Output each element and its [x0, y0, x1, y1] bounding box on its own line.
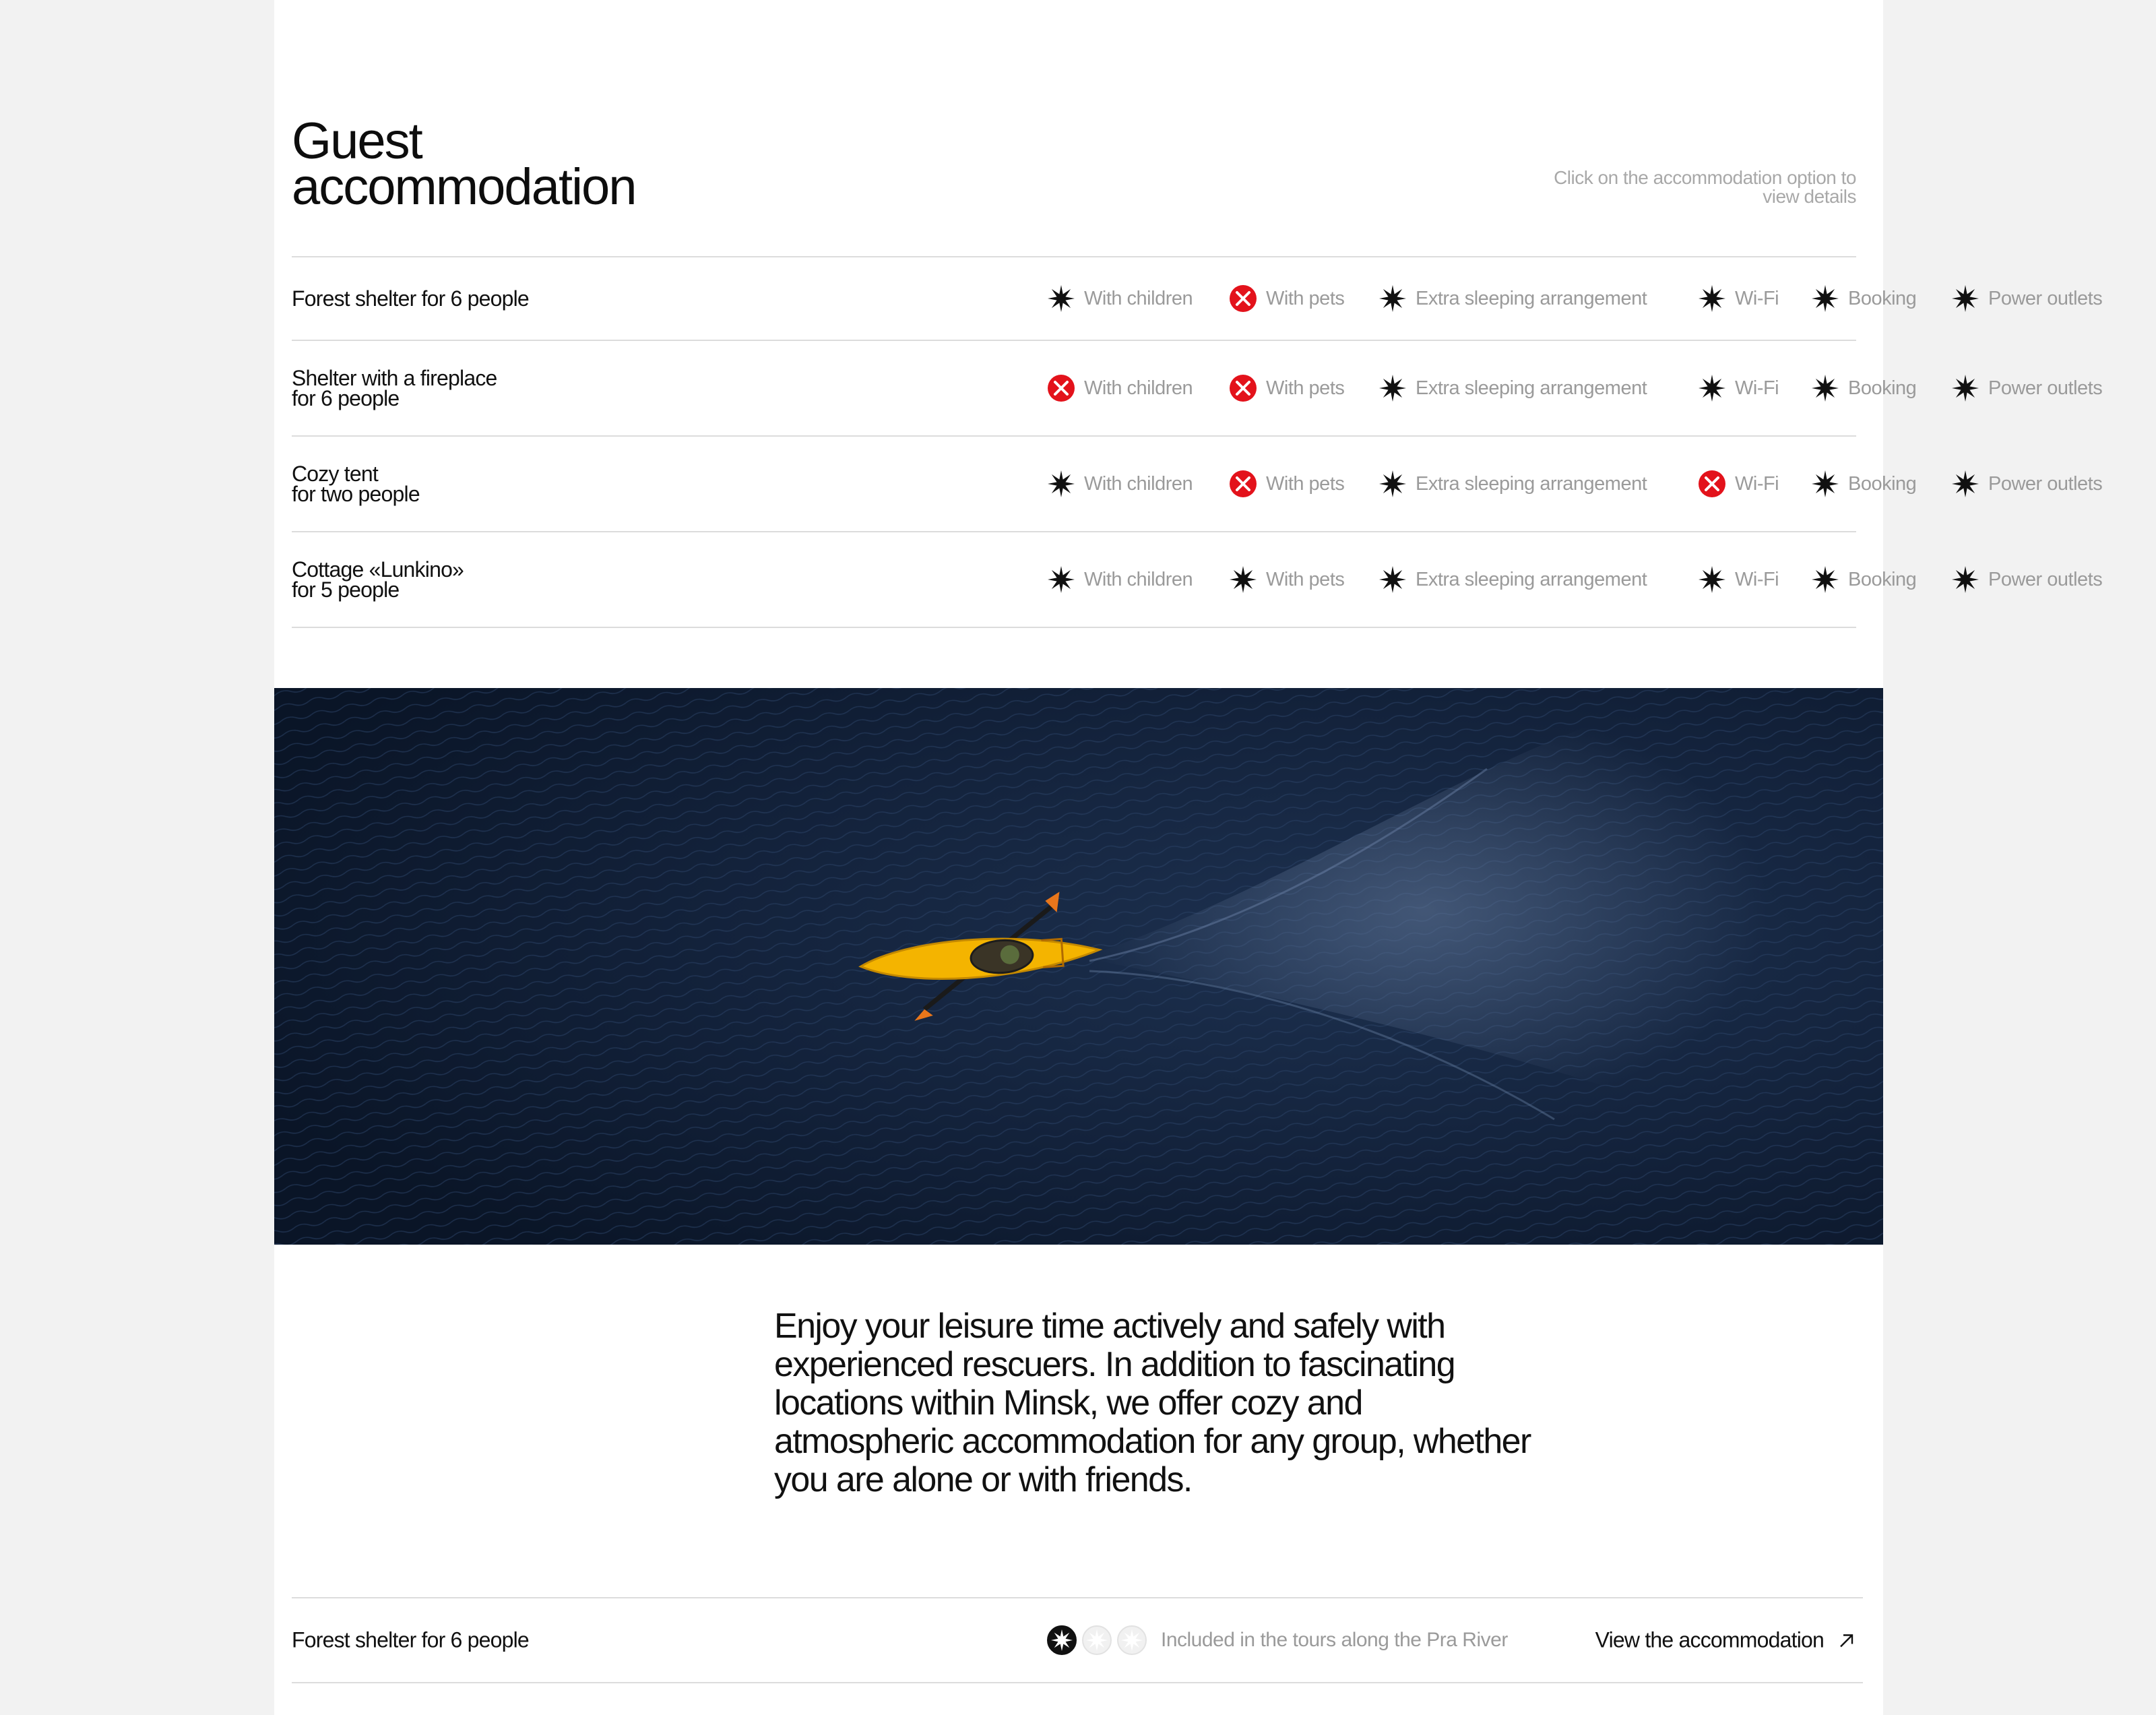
starburst-icon [1046, 469, 1076, 499]
accommodation-name [292, 559, 464, 600]
accommodation-name [292, 288, 529, 309]
starburst-icon [1951, 565, 1980, 594]
feature [1697, 565, 1779, 594]
feature-label: Booking [1848, 287, 1917, 309]
starburst-icon [1378, 284, 1407, 313]
tour-note: Included in the tours along the Pra River [1161, 1629, 1508, 1651]
feature-label: With children [1084, 472, 1193, 495]
accommodation-row[interactable] [292, 257, 2103, 341]
starburst-icon [1697, 284, 1727, 313]
feature-label: Wi-Fi [1735, 377, 1779, 399]
feature-label: With pets [1266, 472, 1345, 495]
feature [1951, 373, 2102, 403]
rating-star-filled-icon [1046, 1625, 1077, 1656]
feature [1810, 469, 1916, 499]
feature-label: With pets [1266, 287, 1345, 309]
feature-label: With pets [1266, 568, 1345, 590]
page [274, 0, 2103, 1715]
accommodation-name [292, 464, 420, 504]
starburst-icon [1697, 373, 1727, 403]
feature-label: Extra sleeping arrangement [1416, 472, 1647, 495]
feature-label: Power outlets [1988, 472, 2103, 495]
feature-label: Wi-Fi [1735, 472, 1779, 495]
starburst-icon [1378, 373, 1407, 403]
section-title-line1: Guest [292, 113, 422, 170]
feature [1228, 373, 1344, 403]
feature [1951, 469, 2102, 499]
section-title [292, 113, 636, 216]
cross-circle-icon [1046, 373, 1076, 403]
intro-text: Enjoy your leisure time actively and safely with experienced rescuers. In addition to fascinating locations within Minsk, we offer cozy and atmospheric accommodation for any group, whether you are alone or with friends. [774, 1307, 1531, 1499]
feature [1378, 284, 1647, 313]
view-details-hint: Click on the accommodation option to view details [1554, 167, 1856, 207]
accommodation-row[interactable] [292, 437, 2103, 532]
feature [1810, 284, 1916, 313]
feature [1228, 469, 1344, 499]
accommodation-name-line1: Cozy tent [292, 462, 378, 486]
section-title-line2: accommodation [292, 158, 636, 216]
feature [1951, 284, 2102, 313]
feature [1697, 373, 1779, 403]
feature [1228, 284, 1344, 313]
feature [1228, 565, 1344, 594]
starburst-icon [1378, 469, 1407, 499]
feature [1378, 469, 1647, 499]
accommodation-row[interactable] [292, 341, 2103, 437]
starburst-icon [1951, 284, 1980, 313]
feature [1810, 565, 1916, 594]
starburst-icon [1046, 284, 1076, 313]
feature [1951, 565, 2102, 594]
starburst-icon [1951, 373, 1980, 403]
feature-label: Power outlets [1988, 568, 2103, 590]
feature [1046, 284, 1193, 313]
feature-label: Power outlets [1988, 287, 2103, 309]
starburst-icon [1046, 565, 1076, 594]
rating-star-empty-icon [1081, 1625, 1112, 1656]
feature-label: Extra sleeping arrangement [1416, 287, 1647, 309]
feature-label: Extra sleeping arrangement [1416, 377, 1647, 399]
accommodation-name-line1: Forest shelter for 6 people [292, 286, 529, 311]
starburst-icon [1697, 565, 1727, 594]
feature [1046, 373, 1193, 403]
feature-label: With children [1084, 568, 1193, 590]
starburst-icon [1951, 469, 1980, 499]
feature-label: Booking [1848, 568, 1917, 590]
feature [1697, 284, 1779, 313]
starburst-icon [1810, 469, 1840, 499]
starburst-icon [1228, 565, 1258, 594]
view-accommodation-link[interactable] [1595, 1628, 1856, 1653]
feature [1046, 469, 1193, 499]
feature-label: Extra sleeping arrangement [1416, 568, 1647, 590]
cross-circle-icon [1228, 284, 1258, 313]
accommodation-name [292, 368, 497, 408]
feature-label: Booking [1848, 377, 1917, 399]
starburst-icon [1810, 373, 1840, 403]
accommodation-name-line2: for 6 people [292, 386, 400, 410]
featured-title: Forest shelter for 6 people [292, 1627, 529, 1652]
view-accommodation-label: View the accommodation [1595, 1627, 1824, 1652]
cross-circle-icon [1228, 373, 1258, 403]
accommodation-name-line2: for two people [292, 482, 420, 506]
rating [1046, 1625, 1147, 1656]
feature [1697, 469, 1779, 499]
starburst-icon [1810, 284, 1840, 313]
rating-star-empty-icon [1116, 1625, 1147, 1656]
feature [1378, 373, 1647, 403]
accommodation-name-line1: Cottage «Lunkino» [292, 557, 464, 582]
feature-label: With children [1084, 377, 1193, 399]
feature-label: Booking [1848, 472, 1917, 495]
feature-label: With pets [1266, 377, 1345, 399]
kayak-photo [274, 688, 1883, 1245]
starburst-icon [1810, 565, 1840, 594]
accommodation-table [292, 256, 2103, 628]
accommodation-row[interactable] [292, 532, 2103, 628]
cross-circle-icon [1697, 469, 1727, 499]
feature-label: Wi-Fi [1735, 287, 1779, 309]
arrow-up-right-icon [1837, 1631, 1856, 1650]
feature-label: Power outlets [1988, 377, 2103, 399]
feature [1046, 565, 1193, 594]
feature-label: With children [1084, 287, 1193, 309]
feature [1378, 565, 1647, 594]
feature-label: Wi-Fi [1735, 568, 1779, 590]
accommodation-name-line1: Shelter with a fireplace [292, 366, 497, 390]
featured-accommodation[interactable] [292, 1597, 1863, 1683]
accommodation-name-line2: for 5 people [292, 578, 400, 602]
cross-circle-icon [1228, 469, 1258, 499]
starburst-icon [1378, 565, 1407, 594]
feature [1810, 373, 1916, 403]
